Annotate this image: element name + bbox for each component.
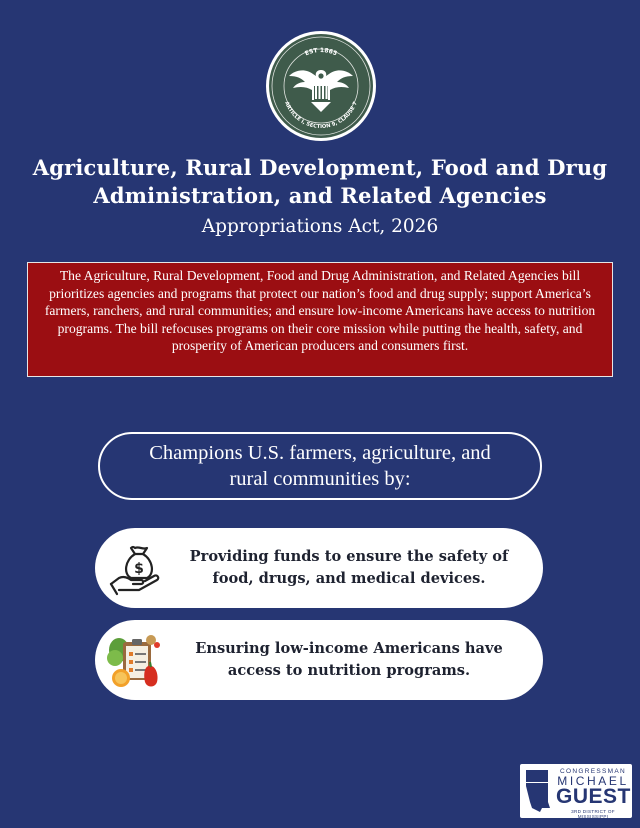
mississippi-map-icon [524,768,552,814]
svg-text:$: $ [134,561,144,577]
page-subtitle: Appropriations Act, 2026 [201,216,439,237]
summary-box: The Agriculture, Rural Development, Food and Drug Administration, and Related Agencies bill prioritizes agencies and programs that protect our nation’s food and drug supply; support America’s farmers, ranchers, and rural communities; and ensure low-income Americans have access to nutrition programs. The bill refocuses programs on their core mission while putting the health, safety, and prosperity of American producers and consumers first. [27,262,613,377]
point-text-funds: Providing funds to ensure the safety of food, drugs, and medical devices. [189,548,509,587]
committee-seal [265,30,377,142]
logo-first-name: MICHAEL [557,774,629,788]
seal-bottom-text: ARTICLE I, SECTION 9, CLAUSE 7 [283,100,359,131]
page-title: Agriculture, Rural Development, Food and Drug Administration, and Related Agencies [32,155,608,208]
seal-top-text: EST 1865 [303,46,339,58]
point-text-nutrition: Ensuring low-income Americans have access to nutrition programs. [195,640,503,679]
champion-banner: Champions U.S. farmers, agriculture, and rural communities by: [98,432,542,500]
money-bag-hand-icon [105,536,169,600]
logo-district: 3RD DISTRICT OF MISSISSIPPI [571,809,615,819]
logo-title: CONGRESSMAN [560,768,626,775]
point-pill-funds [95,528,543,608]
logo-last-name: GUEST [556,785,631,808]
point-pill-nutrition [95,620,543,700]
congressman-logo [520,764,632,818]
nutrition-clipboard-icon [105,628,169,692]
